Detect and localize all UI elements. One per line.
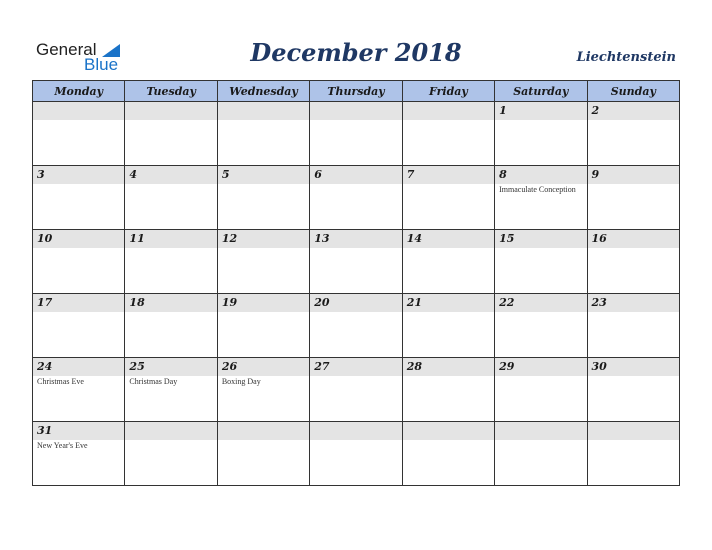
day-number-bar (33, 230, 124, 248)
day-number-bar (403, 358, 494, 376)
day-number-bar (588, 358, 679, 376)
day-number: 30 (591, 360, 607, 373)
day-cell (495, 422, 587, 486)
day-cell (587, 422, 679, 486)
day-number: 22 (499, 296, 515, 309)
day-number: 19 (221, 296, 238, 309)
day-number: 1 (499, 104, 507, 117)
day-number: 7 (406, 168, 415, 181)
day-cell (125, 166, 217, 230)
week-row (33, 422, 680, 486)
day-number: 18 (129, 296, 145, 309)
day-cell (495, 358, 587, 422)
day-cell (402, 422, 494, 486)
day-number-bar (218, 102, 309, 120)
day-number-bar (588, 422, 679, 440)
day-number-bar (495, 230, 586, 248)
day-cell (310, 422, 402, 486)
logo-text-general: General (36, 40, 97, 59)
day-cell (33, 358, 125, 422)
day-number-bar (33, 102, 124, 120)
day-number-bar (495, 102, 586, 120)
day-number: 2 (591, 104, 600, 117)
day-number: 12 (221, 232, 238, 245)
day-number-bar (403, 294, 494, 312)
logo-text-blue: Blue (84, 55, 119, 74)
day-number-bar (33, 358, 124, 376)
day-cell (495, 102, 587, 166)
calendar-grid (32, 80, 680, 486)
region-label: Liechtenstein (576, 50, 676, 65)
day-cell (33, 294, 125, 358)
day-number-bar (218, 230, 309, 248)
day-cell (587, 166, 679, 230)
weekday-monday: Monday (33, 81, 125, 102)
day-number: 17 (37, 296, 53, 309)
day-number: 25 (129, 360, 145, 373)
day-number-bar (33, 294, 124, 312)
weekday-thursday: Thursday (310, 81, 402, 102)
holiday-label: Immaculate Conception (499, 185, 576, 194)
day-number: 26 (221, 360, 238, 373)
weekday-saturday: Saturday (495, 81, 587, 102)
week-row (33, 294, 680, 358)
weekday-header-row (33, 81, 680, 102)
day-cell (217, 358, 309, 422)
week-row (33, 166, 680, 230)
day-number-bar (495, 166, 586, 184)
day-number: 27 (314, 360, 330, 373)
day-cell (217, 294, 309, 358)
day-number: 28 (406, 360, 422, 373)
day-cell (402, 358, 494, 422)
day-number-bar (403, 230, 494, 248)
day-number-bar (125, 294, 216, 312)
day-number: 5 (221, 168, 230, 181)
day-number: 10 (37, 232, 53, 245)
holiday-label: New Year's Eve (37, 441, 88, 450)
day-number-bar (310, 294, 401, 312)
day-cell (33, 166, 125, 230)
day-number-bar (310, 422, 401, 440)
day-cell (402, 102, 494, 166)
day-cell (402, 230, 494, 294)
day-number-bar (310, 166, 401, 184)
day-number-bar (588, 102, 679, 120)
day-number-bar (218, 166, 309, 184)
day-cell (310, 102, 402, 166)
day-number-bar (125, 230, 216, 248)
day-cell (402, 166, 494, 230)
day-cell (217, 166, 309, 230)
day-number-bar (588, 294, 679, 312)
weekday-friday: Friday (402, 81, 494, 102)
day-number-bar (588, 166, 679, 184)
day-number: 4 (129, 168, 138, 181)
day-cell (310, 166, 402, 230)
day-number-bar (310, 230, 401, 248)
day-number: 14 (406, 232, 422, 245)
day-number-bar (403, 166, 494, 184)
day-cell (125, 294, 217, 358)
day-cell (402, 294, 494, 358)
day-number: 24 (37, 360, 53, 373)
day-number: 6 (314, 168, 322, 181)
day-cell (217, 102, 309, 166)
day-number: 15 (499, 232, 515, 245)
day-cell (125, 102, 217, 166)
day-number: 8 (499, 168, 507, 181)
day-cell (495, 230, 587, 294)
weekday-wednesday: Wednesday (217, 81, 309, 102)
day-cell (33, 102, 125, 166)
day-cell (587, 230, 679, 294)
day-number: 9 (591, 168, 600, 181)
weekday-sunday: Sunday (587, 81, 679, 102)
day-cell (125, 230, 217, 294)
day-number-bar (218, 358, 309, 376)
day-number: 20 (314, 296, 330, 309)
day-cell (495, 166, 587, 230)
day-cell (310, 230, 402, 294)
day-cell (125, 358, 217, 422)
day-number-bar (33, 166, 124, 184)
day-number-bar (218, 422, 309, 440)
day-number-bar (495, 358, 586, 376)
day-number-bar (125, 358, 216, 376)
day-number: 16 (591, 232, 607, 245)
day-number: 29 (499, 360, 515, 373)
day-number-bar (218, 294, 309, 312)
day-number-bar (495, 422, 586, 440)
day-number-bar (310, 102, 401, 120)
day-cell (217, 230, 309, 294)
day-number-bar (125, 102, 216, 120)
day-number: 13 (314, 232, 330, 245)
day-cell (587, 294, 679, 358)
day-number: 11 (129, 232, 145, 245)
day-cell (33, 230, 125, 294)
day-cell (495, 294, 587, 358)
day-number-bar (403, 422, 494, 440)
day-cell (33, 422, 125, 486)
day-number-bar (588, 230, 679, 248)
day-number-bar (403, 102, 494, 120)
day-number-bar (495, 294, 586, 312)
weekday-tuesday: Tuesday (125, 81, 217, 102)
day-cell (217, 422, 309, 486)
holiday-label: Christmas Eve (37, 377, 84, 386)
calendar-title: December 2018 (250, 38, 462, 67)
day-cell (310, 358, 402, 422)
day-number-bar (310, 358, 401, 376)
holiday-label: Boxing Day (221, 377, 261, 386)
day-number: 21 (406, 296, 422, 309)
day-number-bar (125, 166, 216, 184)
week-row (33, 358, 680, 422)
day-cell (587, 358, 679, 422)
day-cell (587, 102, 679, 166)
day-cell (310, 294, 402, 358)
day-cell (125, 422, 217, 486)
day-number-bar (33, 422, 124, 440)
week-row (33, 102, 680, 166)
week-row (33, 230, 680, 294)
day-number-bar (125, 422, 216, 440)
day-number: 3 (37, 168, 45, 181)
day-number: 31 (37, 424, 53, 437)
day-number: 23 (591, 296, 607, 309)
holiday-label: Christmas Day (129, 377, 178, 386)
